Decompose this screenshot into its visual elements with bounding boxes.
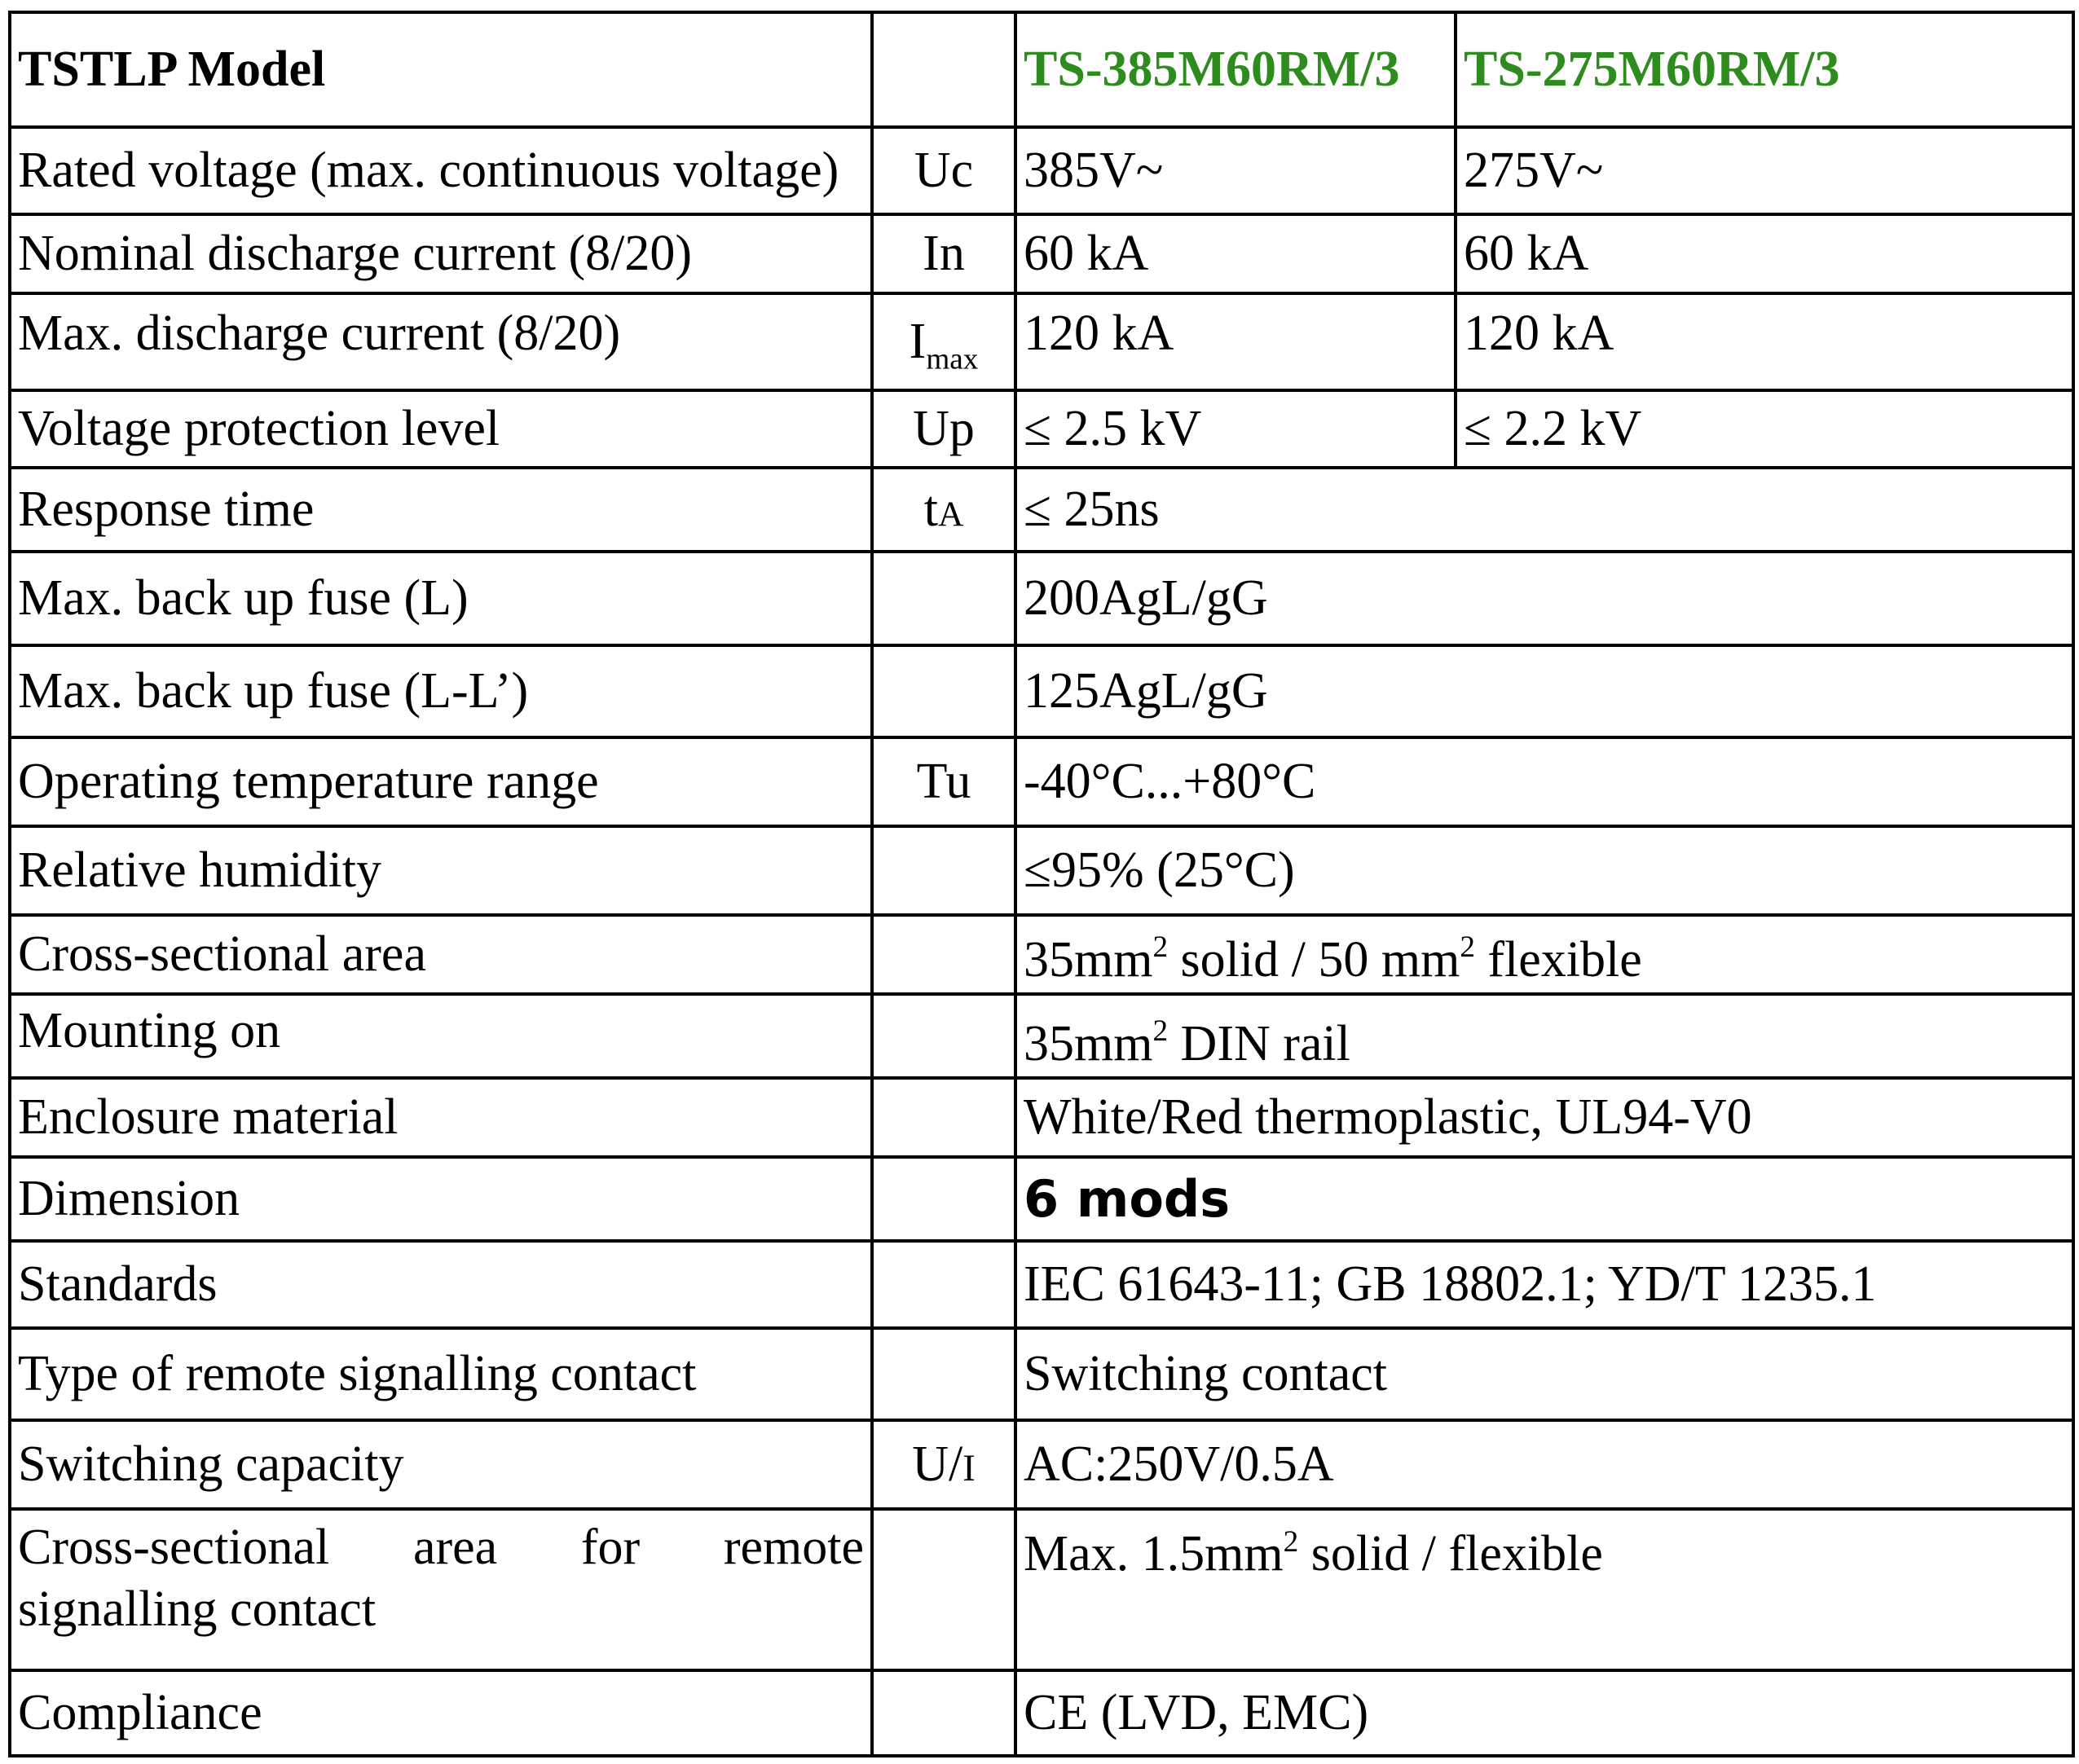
label-word: Cross-sectional (18, 1520, 330, 1576)
row-symbol (872, 915, 1015, 994)
row-symbol (872, 1509, 1015, 1670)
row-symbol (872, 645, 1015, 737)
row-value-b: 275V~ (1456, 127, 2073, 214)
row-value-b: 120 kA (1456, 293, 2073, 390)
row-value: ≤ 25ns (1015, 468, 2073, 552)
table-row (10, 1670, 2073, 1756)
row-symbol (872, 994, 1015, 1078)
label-word: for (580, 1520, 641, 1576)
row-symbol (872, 552, 1015, 645)
header-symbol-cell (872, 12, 1015, 127)
row-value (1015, 1509, 2073, 1670)
row-value: CE (LVD, EMC) (1015, 1670, 2073, 1756)
row-value-a: ≤ 2.5 kV (1015, 390, 1456, 468)
row-label: Max. discharge current (8/20) (10, 293, 872, 390)
row-value: 200AgL/gG (1015, 552, 2073, 645)
table-row (10, 293, 2073, 390)
symbol-small: I (962, 1447, 976, 1489)
value-text: DIN rail (1168, 1015, 1350, 1071)
row-symbol (872, 1157, 1015, 1241)
row-label: Rated voltage (max. continuous voltage) (10, 127, 872, 214)
row-label: Standards (10, 1241, 872, 1328)
row-symbol (872, 293, 1015, 390)
row-label: Switching capacity (10, 1420, 872, 1509)
value-text: solid / flexible (1298, 1526, 1603, 1582)
row-value: 6 mods (1015, 1157, 2073, 1241)
table-row (10, 915, 2073, 994)
row-label (10, 1509, 872, 1670)
model-b-heading: TS-275M60RM/3 (1456, 12, 2073, 127)
row-value-a: 385V~ (1015, 127, 1456, 214)
row-symbol (872, 1420, 1015, 1509)
table-row (10, 214, 2073, 293)
superscript: 2 (1152, 930, 1169, 965)
row-value: Switching contact (1015, 1328, 2073, 1420)
label-line (18, 1517, 864, 1579)
header-row (10, 12, 2073, 127)
row-symbol (872, 1241, 1015, 1328)
row-value: IEC 61643-11; GB 18802.1; YD/T 1235.1 (1015, 1241, 2073, 1328)
value-text: Max. 1.5mm (1024, 1526, 1284, 1582)
row-symbol (872, 826, 1015, 915)
table-row (10, 1328, 2073, 1420)
value-text: solid / 50 mm (1168, 931, 1460, 988)
table-row (10, 645, 2073, 737)
table-row (10, 468, 2073, 552)
row-symbol (872, 1670, 1015, 1756)
table-row (10, 1509, 2073, 1670)
superscript: 2 (1152, 1014, 1169, 1048)
row-symbol: Uc (872, 127, 1015, 214)
row-label: Mounting on (10, 994, 872, 1078)
model-a-heading: TS-385M60RM/3 (1015, 12, 1456, 127)
table-row (10, 1241, 2073, 1328)
row-value: 125AgL/gG (1015, 645, 2073, 737)
value-text: 35mm (1024, 1015, 1153, 1071)
row-label: Max. back up fuse (L-L’) (10, 645, 872, 737)
row-label: Type of remote signalling contact (10, 1328, 872, 1420)
value-text: flexible (1474, 931, 1642, 988)
row-value (1015, 994, 2073, 1078)
row-value-b: ≤ 2.2 kV (1456, 390, 2073, 468)
superscript: 2 (1283, 1524, 1299, 1559)
row-symbol (872, 1328, 1015, 1420)
row-label: Max. back up fuse (L) (10, 552, 872, 645)
table-row (10, 552, 2073, 645)
row-value: White/Red thermoplastic, UL94-V0 (1015, 1078, 2073, 1157)
row-value-b: 60 kA (1456, 214, 2073, 293)
table-row (10, 390, 2073, 468)
row-label: Cross-sectional area (10, 915, 872, 994)
row-label: Response time (10, 468, 872, 552)
row-symbol (872, 1078, 1015, 1157)
table-row (10, 1078, 2073, 1157)
row-label: Relative humidity (10, 826, 872, 915)
label-word: area (412, 1520, 498, 1576)
row-value: -40°C...+80°C (1015, 737, 2073, 826)
row-symbol (872, 468, 1015, 552)
row-label: Voltage protection level (10, 390, 872, 468)
symbol-main: I (909, 313, 927, 369)
row-symbol: In (872, 214, 1015, 293)
row-value-a: 120 kA (1015, 293, 1456, 390)
table-row (10, 127, 2073, 214)
symbol-main: t (923, 481, 938, 537)
row-value: AC:250V/0.5A (1015, 1420, 2073, 1509)
table-title: TSTLP Model (10, 12, 872, 127)
table-row (10, 1157, 2073, 1241)
spec-table (8, 11, 2075, 1757)
symbol-small: A (937, 494, 964, 534)
row-label: Enclosure material (10, 1078, 872, 1157)
superscript: 2 (1460, 930, 1475, 965)
row-symbol: Up (872, 390, 1015, 468)
symbol-main: U/ (912, 1436, 963, 1492)
row-label: Dimension (10, 1157, 872, 1241)
table-row (10, 826, 2073, 915)
label-word: remote (723, 1520, 864, 1576)
row-value: ≤95% (25°C) (1015, 826, 2073, 915)
row-value (1015, 915, 2073, 994)
value-text: 35mm (1024, 931, 1153, 988)
row-value-a: 60 kA (1015, 214, 1456, 293)
label-line: signalling contact (18, 1581, 377, 1637)
table-row (10, 737, 2073, 826)
table-row (10, 1420, 2073, 1509)
row-label: Operating temperature range (10, 737, 872, 826)
table-row (10, 994, 2073, 1078)
row-symbol: Tu (872, 737, 1015, 826)
symbol-subscript: max (926, 342, 979, 376)
row-label: Compliance (10, 1670, 872, 1756)
row-label: Nominal discharge current (8/20) (10, 214, 872, 293)
